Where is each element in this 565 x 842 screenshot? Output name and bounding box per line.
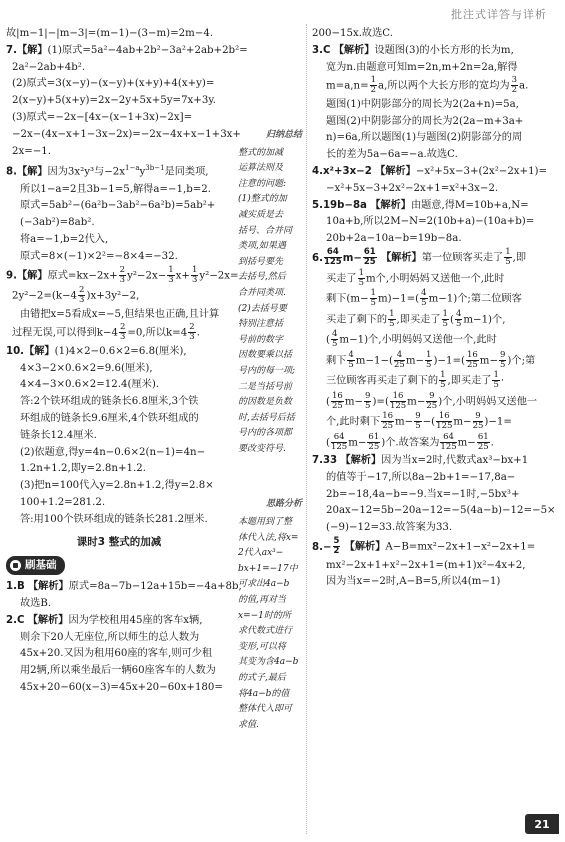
text-line: 2y²−2=(k−4 $\frac{2}{3}$ )x+3y²−2, (12, 285, 140, 306)
note-line: x=−1时的所 (238, 610, 291, 621)
text-line: 买走了 $\frac{1}{5}$ m个,小明妈妈又送他一个,此时 (326, 267, 505, 288)
note-line: 将4a−b的值 (238, 688, 290, 699)
note-line: 体代入法,将x= (238, 532, 299, 543)
note-line: 注意的问题: (238, 178, 287, 189)
note-line: bx+1=−17中 (238, 563, 298, 574)
note-line: 其变为含4a−b (238, 657, 299, 668)
text-line: 200−15x.故选C. (312, 28, 393, 39)
text-line: 题图(1)中阴影部分的周长为2(2a+n)=5a, (326, 98, 519, 110)
text-line: 原式=5ab²−(6a²b−3ab²−6a²b)=5ab²+ (20, 200, 216, 212)
note-line: 特别注意括 (238, 319, 284, 330)
text-line: 则余下20人无座位,所以师生的总人数为 (20, 631, 200, 643)
note-line: 二是当括号前 (238, 381, 293, 392)
note-line: 本题用到了整 (238, 517, 293, 528)
text-line: 100+1.2=281.2. (20, 497, 106, 509)
page-number: 21 (525, 814, 559, 834)
note-line: 括号、合并同 (238, 225, 293, 236)
note-line: 时,去括号后括 (238, 412, 295, 423)
text-line: 题图(2)中阴影部分的周长为2(2a−m+3a+ (326, 115, 524, 127)
text-line: ( $\frac{16}{25}$ m− $\frac{9}{5}$ )=( $\frac{16}{125}$ m− $\frac{9}{25}$ )个,小明妈妈又送他一 (326, 390, 538, 411)
text-line: 4×4−3×0.6×2=12.4(厘米). (20, 379, 160, 391)
note-title: 归纳总结 (265, 130, 302, 140)
text-line: 45x+20.又因为租用60座的客车,则可少租 (20, 648, 213, 660)
note-line: 号内的各项都 (238, 428, 293, 439)
text-line: 的值等于−17,所以8a−2b+1=−17,8a− (326, 471, 516, 483)
note-line: 减实质是去 (238, 209, 284, 220)
text-line: 将a=−1,b=2代入, (20, 233, 109, 245)
text-line: m=a,n= $\frac{1}{2}$ a,所以两个大长方形的宽均为 $\frac{3}{2}$ a. (326, 75, 529, 96)
text-line: ( $\frac{64}{125}$ m− $\frac{61}{25}$ )个.故答案为 $\frac{64}{125}$ m− $\frac{61}{25}$ . (326, 431, 494, 452)
text-line: 用2辆,所以乘坐最后一辆60座客车的人数为 (20, 665, 216, 677)
note-line: 合并同类项. (238, 287, 286, 298)
text-line: 宽为n.由题意可知m=2n,m+2n=2a,解得 (326, 61, 518, 73)
text-line: 10a+b,所以2M−N=2(10b+a)−(10a+b)= (326, 216, 535, 228)
note-line: 去括号,然后 (238, 272, 286, 283)
note-line: 的式子,最后 (238, 673, 286, 683)
text-line: 4×3−2×0.6×2=9.6(厘米), (20, 362, 153, 374)
text-line: 长的差为5a−6a=−a.故选C. (326, 149, 458, 161)
text-line: 2(x−y)+5(x+y)=2x−2y+5x+5y=7x+3y. (12, 95, 216, 107)
text-line: 故|m−1|−|m−3|=(m−1)−(3−m)=2m−4. (6, 28, 214, 39)
right-column (312, 26, 557, 591)
text-line: mx²−2x+1+x²−2x+1=(m+1)x²−4x+2, (326, 559, 526, 571)
note-line: 号前的数字 (238, 334, 284, 345)
text-line: 1.2n+1.2,即y=2.8n+1.2. (20, 463, 146, 475)
text-line: 2b=−18,4a−b=−9.当x=−1时,−5bx³+ (326, 488, 520, 500)
note-line: (2)去括号要 (238, 303, 287, 314)
page-header: 批注式详答与详析 (451, 8, 547, 21)
text-line: n)=6a,所以题图(1)与题图(2)阴影部分的周 (326, 132, 523, 144)
text-line: 2a²−2ab+4b². (12, 61, 86, 73)
text-line: 10.【解】(1)4×2−0.6×2=6.8(厘米), (6, 345, 187, 357)
text-line: 2x=−1. (12, 145, 52, 157)
text-line: 9.【解】原式=kx−2x+ $\frac{2}{3}$ y²−2x− $\frac{1}{3}$ x+ $\frac{1}{3}$ y²−2x= (6, 264, 239, 285)
note-line: 整体代入即可 (238, 704, 293, 715)
text-line: 剩下 $\frac{4}{5}$ m−1−( $\frac{4}{25}$ m− $\frac{1}{5}$ )−1=( $\frac{16}{25}$ m− $\frac{9}{5}$ )个;第 (326, 349, 536, 370)
text-line: (3)把n=100代入y=2.8n+1.2,得y=2.8× (20, 480, 214, 492)
text-line: 20ax−12=5b−20a−12=−5(4a−b)−12=−5× (326, 505, 556, 517)
text-line: 20b+2a−10a−b=19b−8a. (326, 233, 462, 245)
text-line: 由错把x=5看成x=−5,但结果也正确,且计算 (20, 308, 220, 320)
text-line: 链条长12.4厘米. (20, 429, 97, 441)
note-line: 运算法则及 (238, 163, 284, 174)
text-line: 7.33 【解析】因为当x=2时,代数式ax³−bx+1 (312, 455, 529, 467)
text-line: (2)依题意,得y=4n−0.6×2(n−1)=4n− (20, 446, 206, 458)
left-column (6, 26, 248, 697)
note-line: (1)整式的加 (238, 194, 287, 205)
text-line: 5.19b−8a 【解析】由题意,得M=10b+a,N= (312, 199, 529, 211)
text-line: 个,此时剩下 $\frac{16}{25}$ m− $\frac{9}{5}$ −( $\frac{16}{125}$ m− $\frac{9}{25}$ )−1= (326, 411, 512, 432)
note-line: 类项,如果遇 (238, 241, 286, 252)
text-line: 买走了剩下的 $\frac{1}{5}$ ,即买走了 $\frac{1}{5}$ ( $\frac{4}{5}$ m−1)个, (326, 308, 506, 329)
text-line: (−9)−12=33.故答案为33. (326, 522, 453, 534)
note-line: 因数要乘以括 (238, 350, 293, 361)
text-line: 1.B 【解析】原式=8a−7b−12a+15b=−4a+8b, (6, 581, 242, 593)
note-title: 思路分析 (265, 499, 302, 510)
note-line: 2代入ax³− (238, 548, 284, 559)
margin-notes (238, 128, 302, 733)
text-line: 8.− $\frac{5}{2}$ 【解析】A−B=mx²−2x+1−x²−2x+1= (312, 536, 536, 557)
text-line: 4.x²+3x−2 【解析】−x²+5x−3+(2x²−2x+1)= (312, 166, 548, 178)
text-line: 所以1−a=2且3b−1=5,解得a=−1,b=2. (20, 183, 211, 195)
text-line: 7.【解】(1)原式=5a²−4ab+2b²−3a²+2ab+2b²= (6, 44, 248, 56)
note-line: 到括号要先 (238, 256, 284, 267)
text-line: 3.C 【解析】设题图(3)的小长方形的长为m, (312, 44, 514, 56)
text-line: 答:用100个铁环组成的链条长281.2厘米. (20, 513, 208, 525)
note-line: 可求出4a−b (238, 579, 290, 590)
column-divider (306, 24, 307, 834)
text-line: 三位顾客再买走了剩下的 $\frac{1}{5}$ ,即买走了 $\frac{1}{5}$ · (326, 370, 505, 391)
text-line: (2)原式=3(x−y)−(x−y)+(x+y)+4(x+y)= (12, 78, 215, 90)
note-line: 号内的每一项; (238, 365, 296, 376)
brush-icon (10, 560, 21, 571)
text-line: 45x+20−60(x−3)=45x+20−60x+180= (20, 681, 223, 693)
note-line: 要改变符号. (238, 443, 286, 454)
note-line: 求值. (238, 719, 259, 730)
text-line: ( $\frac{4}{5}$ m−1)个,小明妈妈又送他一个,此时 (326, 329, 497, 350)
note-line: 整式的加减 (238, 147, 284, 158)
note-line: 的因数是负数 (238, 397, 293, 408)
text-line: −x²+5x−3+2x²−2x+1=x²+3x−2. (326, 182, 499, 194)
text-line: 剩下(m− $\frac{1}{5}$ m)−1=( $\frac{4}{5}$ m−1)个;第二位顾客 (326, 288, 522, 309)
text-line: 8.【解】因为3x²y³与$-2x^{1-a}y^{3b-1}$是同类项, (6, 164, 209, 178)
text-line: 原式=8×(−1)×2²=−8×4=−32. (20, 250, 178, 262)
text-line: (−3ab²)=8ab². (20, 217, 95, 229)
text-line: 因为当x=−2时,A−B=5,所以4(m−1) (326, 576, 501, 588)
text-line: 环组成的链条长9.6厘米,4个铁环组成的 (20, 413, 199, 425)
note-line: 求代数式进行 (238, 626, 293, 637)
text-line: −2x−(4x−x+1−3x−2x)=−2x−4x+x−1+3x+ (12, 128, 241, 140)
text-line: 过程无误,可以得到k−4 $\frac{2}{3}$ =0,所以k=4 $\frac{2}{3}$ . (12, 322, 200, 343)
text-line: 故选B. (20, 598, 52, 609)
note-line: 变形,可以将 (238, 641, 286, 652)
text-line: 2.C 【解析】因为学校租用45座的客车x辆, (6, 614, 203, 626)
text-line: 答:2个铁环组成的链条长6.8厘米,3个铁 (20, 396, 199, 408)
note-line: 的值,再对当 (238, 595, 286, 606)
text-line: 6. $\frac{64}{125}$ m− $\frac{61}{25}$ 【解析】第一位顾客买走了 $\frac{1}{5}$ ,即 (312, 247, 527, 268)
section-badge: 刷基础 (6, 556, 65, 575)
text-line: (3)原式=−2x−[4x−(x−1+3x)−2x]= (12, 111, 193, 123)
lesson-title: 课时3 整式的加减 (76, 535, 162, 548)
